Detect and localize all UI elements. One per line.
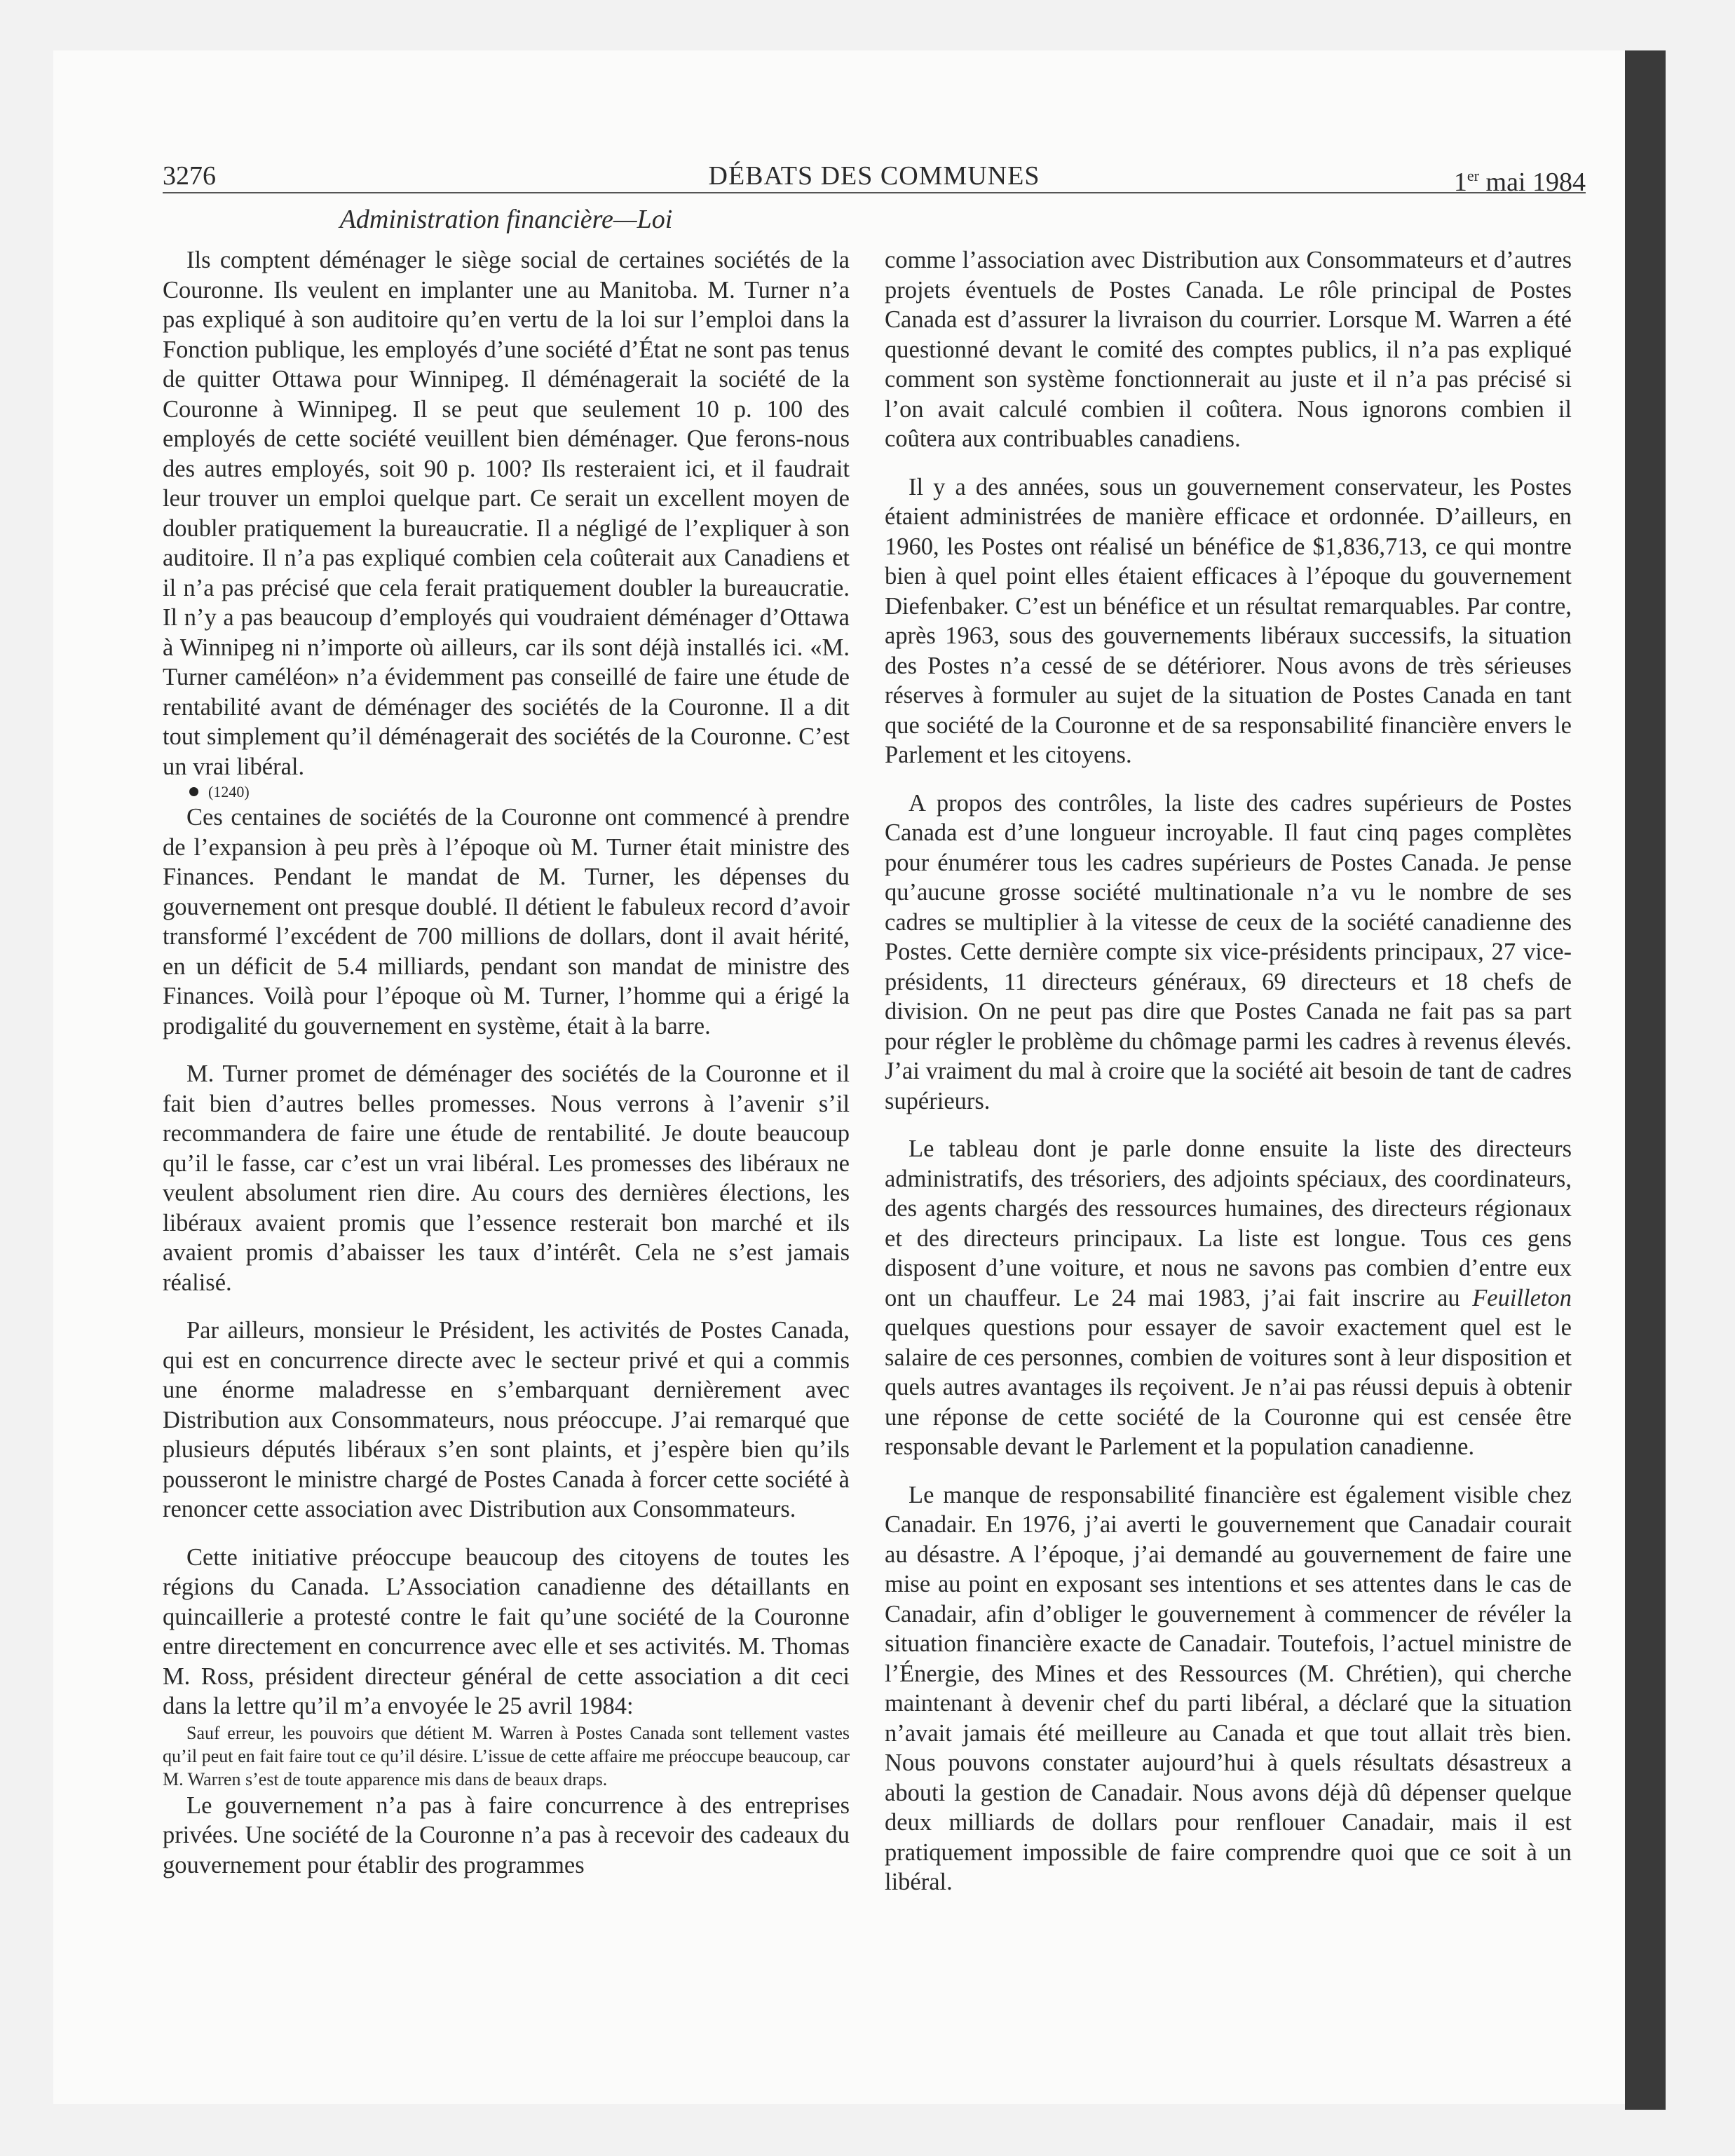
paragraph: Ils comptent déménager le siège social de certaines sociétés de la Couronne. Ils veulent en implanter une au Manitoba. M. Turner n’a pas expliqué à son auditoire qu’en vertu de la loi sur l’emploi dans la Fonction publique, les employés d’une société d’État ne sont pas tenus de quitter Ottawa pour Winnipeg. Il déménagerait la société de la Couronne à Winnipeg. Il se peut que seulement 10 p. 100 des employés de cette société veuillent bien déménager. Que ferons-nous des autres employés, soit 90 p. 100? Ils resteraient ici, et il faudrait leur trouver un emploi quelque part. Ce serait un excellent moyen de doubler pratiquement la bureaucratie. Il a négligé de l’expliquer à son auditoire. Il n’a pas expliqué combien cela coûterait aux Canadiens et il n’a pas précisé que cela ferait pratiquement doubler la bureaucratie. Il n’y a pas beaucoup d’employés qui voudraient déménager d’Ottawa à Winnipeg ni n’importe où ailleurs, car ils sont déjà installés ici. «M. Turner caméléon» n’a évidemment pas conseillé de faire une étude de rentabilité avant de déménager des sociétés de la Couronne. Il a dit tout simplement qu’il déménagerait des sociétés de la Couronne. C’est un vrai libéral. xyxy=(163,247,850,780)
paragraph: Ces centaines de sociétés de la Couronne ont commencé à prendre de l’expansion à peu près à l’époque où M. Turner était ministre des Finances. Pendant le mandat de M. Turner, les dépenses du gouvernement ont presque doublé. Il détient le fabuleux record d’avoir transformé l’excédent de 700 millions de dollars, dont il avait hérité, en un déficit de 5.4 milliards, pendant son mandat de ministre des Finances. Voilà pour l’époque où M. Turner, l’homme qui a érigé la prodigalité du gouvernement en système, était à la barre. xyxy=(163,804,850,1039)
scan-edge-bar xyxy=(1625,50,1666,2110)
paragraph: Cette initiative préoccupe beaucoup des citoyens de toutes les régions du Canada. L’Association canadienne des détaillants en quincaillerie a protesté contre le fait qu’une société de la Couronne entre directement en concurrence avec elle et ses activités. M. Thomas M. Ross, président directeur général de cette association a dit ceci dans la lettre qu’il m’a envoyée le 25 avril 1984: xyxy=(163,1543,850,1719)
running-header xyxy=(163,160,1586,197)
italic-title: Feuilleton xyxy=(1472,1284,1572,1311)
paragraph: A propos des contrôles, la liste des cadres supérieurs de Postes Canada est d’une longueur incroyable. Il faut cinq pages complètes pour énumérer tous les cadres supérieurs de Postes Canada. Je pense qu’aucune grosse société multinationale n’a vu le nombre de ses cadres se multiplier à la vitesse de ceux de la société canadienne des Postes. Cette dernière compte six vice-présidents principaux, 27 vice-présidents, 11 directeurs généraux, 69 directeurs et 18 chefs de division. On ne peut pas dire que Postes Canada ne fait pas sa part pour régler le problème du chômage parmi les cadres à revenus élevés. J’ai vraiment du mal à croire que la société ait besoin de tant de cadres supérieurs. xyxy=(885,789,1572,1114)
block-quote: Sauf erreur, les pouvoirs que détient M. Warren à Postes Canada sont tellement vastes qu’il peut en fait faire tout ce qu’il désire. L’issue de cette affaire me préoccupe beaucoup, car M. Warren s’est de toute apparence mis dans de beaux draps. xyxy=(163,1722,850,1789)
right-column xyxy=(885,245,1572,1897)
time-marker: (1240) xyxy=(163,782,850,803)
paragraph: Il y a des années, sous un gouvernement conservateur, les Postes étaient administrées de manière efficace et ordonnée. D’ailleurs, en 1960, les Postes ont réalisé un bénéfice de $1,836,713, ce qui montre bien à quel point elles étaient efficaces à l’époque du gouvernement Diefenbaker. C’est un bénéfice et un résultat remarquables. Par contre, après 1963, sous des gouvernements libéraux successifs, la situation des Postes n’a cessé de se détériorer. Nous avons de très sérieuses réserves à formuler au sujet de la situation de Postes Canada en tant que société de la Couronne et de sa responsabilité financière envers le Parlement et les citoyens. xyxy=(885,473,1572,768)
page-number: 3276 xyxy=(163,161,216,191)
journal-title: DÉBATS DES COMMUNES xyxy=(708,161,1040,191)
paragraph: Par ailleurs, monsieur le Président, les activités de Postes Canada, qui est en concurrence directe avec le secteur privé et qui a commis une énorme maladresse en s’embarquant dernièrement avec Distribution aux Consommateurs, nous préoccupe. J’ai remarqué que plusieurs députés libéraux s’en sont plaints, et j’espère bien qu’ils pousseront le ministre chargé de Postes Canada à forcer cette société à renoncer cette association avec Distribution aux Consommateurs. xyxy=(163,1317,850,1522)
left-column xyxy=(163,245,850,1880)
paragraph: Le tableau dont je parle donne ensuite la liste des directeurs administratifs, des trésoriers, des adjoints spéciaux, des coordinateurs, des agents chargés des ressources humaines, des directeurs régionaux et des directeurs principaux. La liste est longue. Tous ces gens disposent d’une voiture, et nous ne savons pas combien d’entre eux ont un chauffeur. Le 24 mai 1983, j’ai fait inscrire au Feuilleton quelques questions pour essayer de savoir exactement quel est le salaire de ces personnes, combien de voitures sont à leur disposition et quels autres avantages ils reçoivent. Je n’ai pas réussi depuis à obtenir une réponse de cette société de la Couronne qui est censée être responsable devant le Parlement et la population canadienne. xyxy=(885,1135,1572,1460)
page-date: 1er mai 1984 xyxy=(1453,167,1586,197)
bullet-icon xyxy=(189,787,198,796)
paragraph: comme l’association avec Distribution aux Consommateurs et d’autres projets éventuels de Postes Canada. Le rôle principal de Postes Canada est d’assurer la livraison du courrier. Lorsque M. Warren a été questionné devant le comité des comptes publics, il n’a pas expliqué comment son système fonctionnerait au juste et il n’a pas précisé si l’on avait calculé combien il coûtera. Nous ignorons combien il coûtera aux contribuables canadiens. xyxy=(885,247,1572,452)
paragraph: Le manque de responsabilité financière est également visible chez Canadair. En 1976, j’ai averti le gouvernement que Canadair courait au désastre. A l’époque, j’ai demandé au gouvernement de faire une mise au point en exposant ses intentions et ses attentes dans le cas de Canadair, afin d’obliger le gouvernement à commencer de révéler la situation financière exacte de Canadair. Toutefois, l’actuel ministre de l’Énergie, des Mines et des Ressources (M. Chrétien), qui cherche maintenant à devenir chef du parti libéral, a déclaré que la situation n’avait jamais été meilleure au Canada et que tout allait très bien. Nous pouvons constater aujourd’hui à quels résultats désastreux a abouti la gestion de Canadair. Nous avons déjà dû dépenser quelque deux milliards de dollars pour renflouer Canadair, mais il est pratiquement impossible de faire comprendre quoi que ce soit à un libéral. xyxy=(885,1481,1572,1895)
paragraph: M. Turner promet de déménager des sociétés de la Couronne et il fait bien d’autres belles promesses. Nous verrons à l’avenir s’il recommandera de faire une étude de rentabilité. Je doute beaucoup qu’il le fasse, car c’est un vrai libéral. Les promesses des libéraux ne veulent absolument rien dire. Au cours des dernières élections, les libéraux avaient promis que l’essence resterait bon marché et ils avaient promis d’abaisser les taux d’intérêt. Cela ne s’est jamais réalisé. xyxy=(163,1060,850,1296)
section-title: Administration financière—Loi xyxy=(339,205,673,234)
paragraph: Le gouvernement n’a pas à faire concurrence à des entreprises privées. Une société de la Couronne n’a pas à recevoir des cadeaux du gouvernement pour établir des programmes xyxy=(163,1792,850,1878)
